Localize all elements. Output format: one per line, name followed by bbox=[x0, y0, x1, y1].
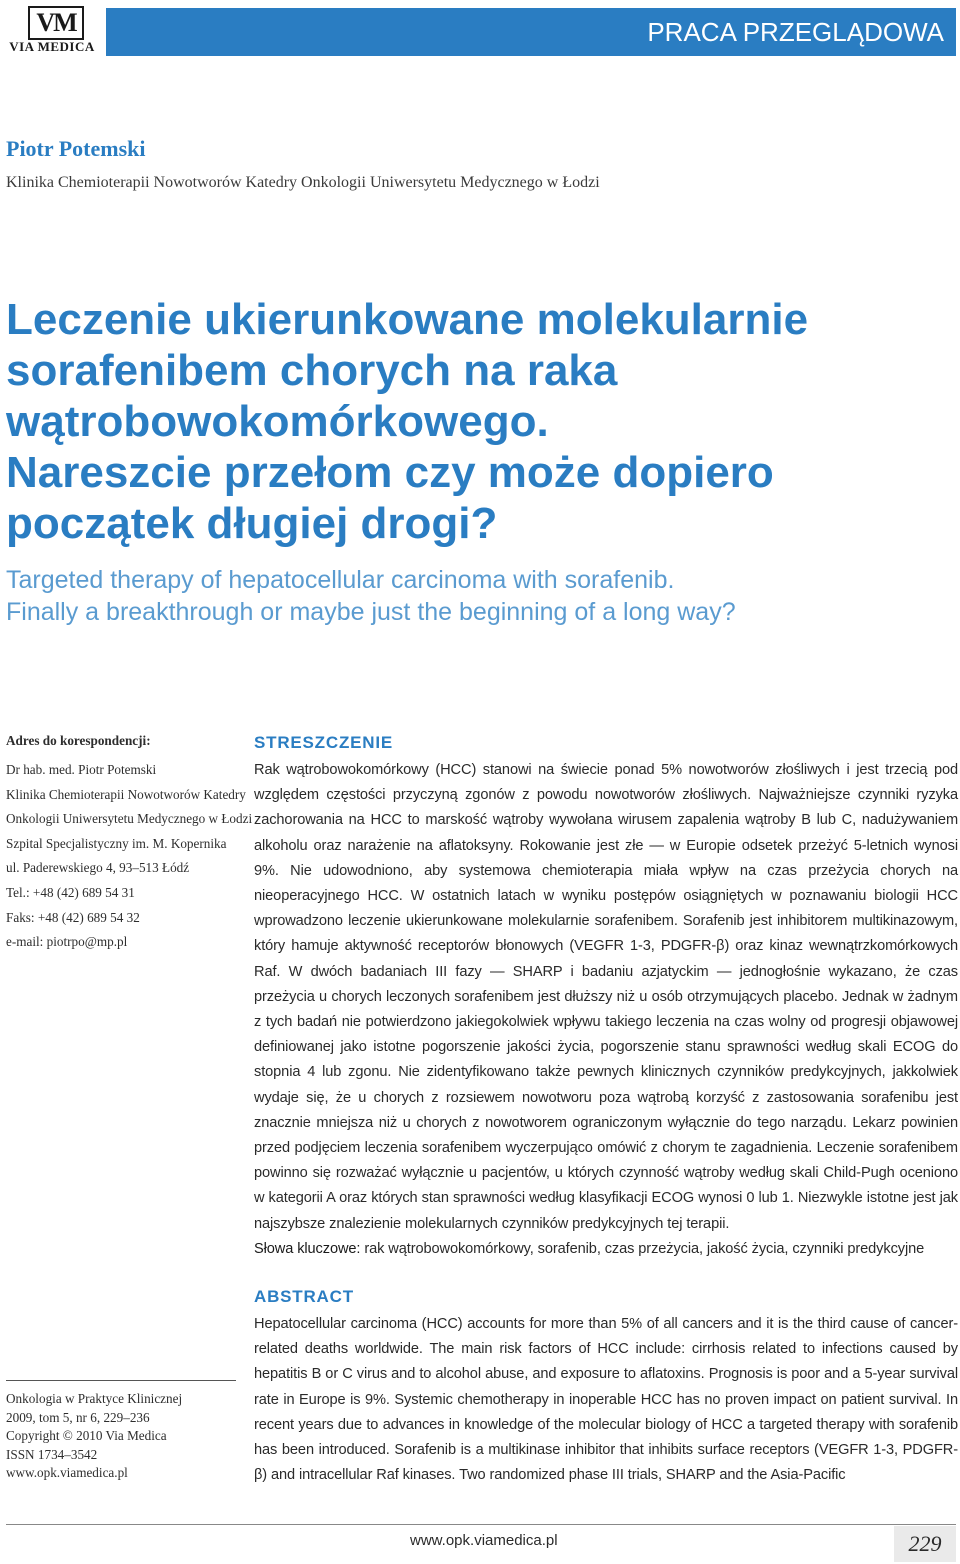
journal-line: ISSN 1734–3542 bbox=[6, 1446, 98, 1462]
streszczenie-heading: STRESZCZENIE bbox=[254, 733, 394, 752]
correspondence-line: ul. Paderewskiego 4, 93–513 Łódź bbox=[6, 860, 190, 876]
subtitle-line: Finally a breakthrough or maybe just the beginning of a long way? bbox=[6, 598, 736, 626]
correspondence-block bbox=[6, 730, 253, 955]
streszczenie-section bbox=[254, 732, 958, 1262]
title-line: Nareszcie przełom czy może dopiero bbox=[6, 448, 774, 497]
title-line: wątrobowokomórkowego. bbox=[6, 397, 549, 446]
keywords-value: rak wątrobowokomórkowy, sorafenib, czas przeżycia, jakość życia, czynniki predykcyjne bbox=[364, 1240, 925, 1257]
abstract-section bbox=[254, 1286, 958, 1488]
keywords-label: Słowa kluczowe: bbox=[254, 1240, 361, 1257]
english-title bbox=[6, 564, 956, 628]
author-name: Piotr Potemski bbox=[6, 136, 146, 161]
correspondence-line: Tel.: +48 (42) 689 54 31 bbox=[6, 884, 135, 900]
logo-text: VIA MEDICA bbox=[9, 39, 95, 54]
abstract-heading: ABSTRACT bbox=[254, 1287, 354, 1306]
correspondence-heading: Adres do korespondencji: bbox=[6, 733, 151, 748]
journal-line: Onkologia w Praktyce Klinicznej bbox=[6, 1391, 183, 1406]
journal-line: Copyright © 2010 Via Medica bbox=[6, 1428, 167, 1443]
journal-divider bbox=[6, 1380, 236, 1381]
title-line: sorafenibem chorych na raka bbox=[6, 346, 618, 395]
article-type-label: PRACA PRZEGLĄDOWA bbox=[647, 17, 944, 47]
journal-line: 2009, tom 5, nr 6, 229–236 bbox=[6, 1409, 150, 1425]
correspondence-line: Onkologii Uniwersytetu Medycznego w Łodzi bbox=[6, 811, 253, 827]
correspondence-line: Faks: +48 (42) 689 54 32 bbox=[6, 909, 140, 925]
correspondence-email: e-mail: piotrpo@mp.pl bbox=[6, 934, 128, 950]
abstract-text: Hepatocellular carcinoma (HCC) accounts for more than 5% of all cancers and it is the third cause of cancer-related deaths worldwide. The main risk factors of HCC include: cirrhosis related to infections caused by hepatitis B or C virus and to alcohol abuse, and exposure to aflatoxins. Prognosis is poor and a 5-year survival rate in Europe is 9%. Systemic chemotherapy in inoperable HCC has no proven impact on patient survival. In recent years due to advances in knowledge of the molecular biology of HCC a targeted therapy with sorafenib has been introduced. Sorafenib is a multikinase inhibitor that inhibits surface receptors (VEGFR 1-3, PDGFR-β) and intracellular Raf kinases. Two randomized phase III trials, SHARP and the Asia-Pacific bbox=[254, 1316, 958, 1484]
correspondence-line: Klinika Chemioterapii Nowotworów Katedry bbox=[6, 786, 246, 802]
article-title bbox=[6, 294, 956, 549]
via-medica-logo bbox=[6, 6, 96, 54]
footer-url[interactable]: www.opk.viamedica.pl bbox=[410, 1532, 558, 1549]
journal-info bbox=[6, 1390, 242, 1483]
correspondence-line: Dr hab. med. Piotr Potemski bbox=[6, 762, 157, 777]
page-number: 229 bbox=[894, 1526, 956, 1562]
title-line: Leczenie ukierunkowane molekularnie bbox=[6, 295, 809, 344]
correspondence-line: Szpital Specjalistyczny im. M. Kopernika bbox=[6, 835, 227, 851]
footer-divider bbox=[6, 1524, 956, 1525]
author-affiliation: Klinika Chemioterapii Nowotworów Katedry Onkologii Uniwersytetu Medycznego w Łodzi bbox=[6, 174, 600, 191]
streszczenie-text bbox=[254, 758, 958, 1237]
header-bar bbox=[106, 8, 956, 56]
subtitle-line: Targeted therapy of hepatocellular carcinoma with sorafenib. bbox=[6, 566, 675, 594]
streszczenie-body: Rak wątrobowokomórkowy (HCC) stanowi na świecie ponad 5% nowotworów złośliwych i jest trzecią pod względem częstości przyczyną zgonów z powodu nowotworów złośliwych. Najważniejsze czynniki ryzyka zachorowania na HCC to marskość wątroby wywołana wirusem zapalenia wątroby B lub C, nadużywaniem alkoholu oraz narażenie na aflatoksyny. Rokowanie jest złe — w Europie odsetek przeżyć 5-letnich wynosi 9%. Nie udowodniono, aby systemowa chemioterapia miała wpływ na czas przeżycia chorych na nieoperacyjnego HCC. W ostatnich latach w wyniku postępów osiągniętych w poznawaniu biologii HCC wprowadzono leczenie ukierunkowane molekularnie sorafenibem. Sorafenib jest inhibitorem multikinazowym, który hamuje aktywność receptorów błonowych (VEGFR 1-3, PDGFR-β) oraz kinaz wewnątrzkomórkowych Raf. W dwóch badaniach III fazy — SHARP i badaniu azjatyckim — jednogłośnie wykazano, że czas przeżycia u chorych leczonych sorafenibem jest dłuższy niż u osób otrzymujących placebo. Jednak w żadnym z tych badań nie potwierdzono jakiegokolwiek wpływu takiego leczenia na czas wolny od progresji objawowej definiowanej jako istotne pogorszenie jakości życia, pogorszenie stanu sprawności według skali ECOG do stopnia 4 lub zgonu. Nie zidentyfikowano także pewnych klinicznych czynników predykcyjnych, jakkolwiek wydaje się, że u chorych z rozsiewem nowotworu poza wątrobą korzyść z zastosowania sorafenibu jest znacznie mniejsza niż u chorych z nowotworem ograniczonym wyłącznie do tego narządu. Lekarz powinien przed podjęciem leczenia sorafenibem wyczerpująco omówić z chorym te zagadnienia. Leczenie sorafenibem powinno się rozważać wyłącznie u pacjentów, u których czynność wątroby według skali Child-Pugh oceniono w kategorii A oraz których stan sprawności według klasyfikacji ECOG wynosi 0 lub 1. Niezwykle istotne jest jak najszybsze znalezienie molekularnych czynników predykcyjnych tej terapii. bbox=[254, 762, 958, 1232]
journal-line: www.opk.viamedica.pl bbox=[6, 1465, 128, 1480]
logo-mark: VM bbox=[28, 6, 84, 40]
title-line: początek długiej drogi? bbox=[6, 499, 498, 548]
keywords bbox=[254, 1237, 958, 1262]
